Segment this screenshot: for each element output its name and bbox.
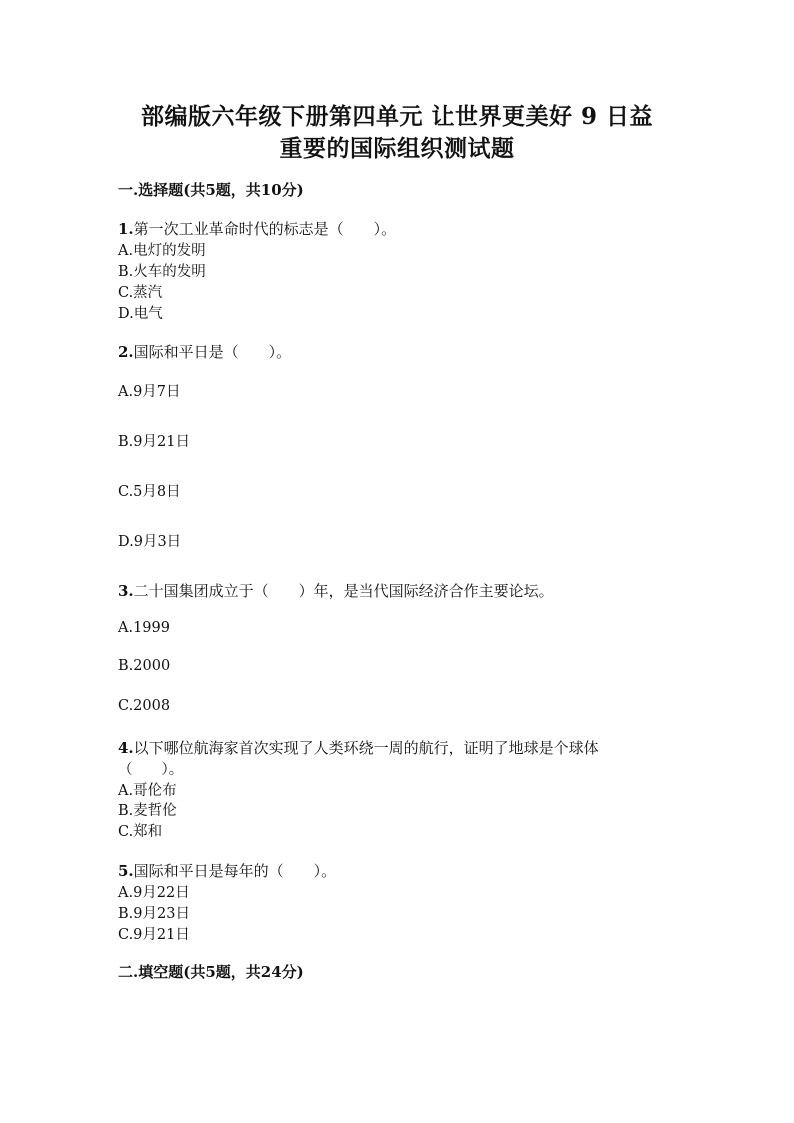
question-stem: 第一次工业革命时代的标志是（ ）。 (133, 220, 397, 238)
question-4-stem-continuation: （ ）。 (118, 762, 184, 778)
question-4-option-c: C.郑和 (118, 824, 163, 840)
question-3-option-c: C.2008 (118, 698, 171, 714)
question-5-option-c: C.9月21日 (118, 927, 190, 943)
question-1-option-d: D.电气 (118, 306, 163, 322)
document-title-line-1: 部编版六年级下册第四单元 让世界更美好 9 日益 (140, 103, 654, 130)
question-2-option-b: B.9月21日 (118, 434, 190, 450)
question-5-option-a: A.9月22日 (118, 885, 190, 901)
question-number: 3. (118, 582, 134, 600)
question-2-option-d: D.9月3日 (118, 534, 182, 550)
section-heading-multiple-choice: 一.选择题(共5题，共10分) (118, 181, 304, 199)
question-stem: 以下哪位航海家首次实现了人类环绕一周的航行，证明了地球是个球体 (133, 739, 599, 757)
question-2 (118, 341, 291, 362)
question-1-option-c: C.蒸汽 (118, 285, 163, 301)
question-4 (118, 737, 599, 758)
question-1 (118, 218, 396, 239)
question-number: 1. (118, 220, 134, 238)
question-2-option-c: C.5月8日 (118, 484, 181, 500)
question-5 (118, 860, 336, 881)
question-stem: 国际和平日是每年的（ ）。 (133, 862, 337, 880)
question-4-option-a: A.哥伦布 (118, 783, 177, 799)
section-heading-fill-in-blank: 二.填空题(共5题，共24分) (118, 963, 304, 981)
question-3-option-a: A.1999 (118, 620, 170, 636)
question-stem: 国际和平日是（ ）。 (133, 343, 292, 361)
question-1-option-b: B.火车的发明 (118, 264, 206, 280)
question-2-option-a: A.9月7日 (118, 384, 181, 400)
question-number: 4. (118, 739, 134, 757)
question-number: 5. (118, 862, 134, 880)
question-1-option-a: A.电灯的发明 (118, 243, 206, 259)
question-5-option-b: B.9月23日 (118, 906, 190, 922)
question-4-option-b: B.麦哲伦 (118, 803, 177, 819)
question-3 (118, 580, 554, 601)
question-number: 2. (118, 343, 134, 361)
document-title-line-2: 重要的国际组织测试题 (279, 135, 515, 162)
question-stem: 二十国集团成立于（ ）年，是当代国际经济合作主要论坛。 (133, 582, 554, 600)
question-3-option-b: B.2000 (118, 658, 171, 674)
